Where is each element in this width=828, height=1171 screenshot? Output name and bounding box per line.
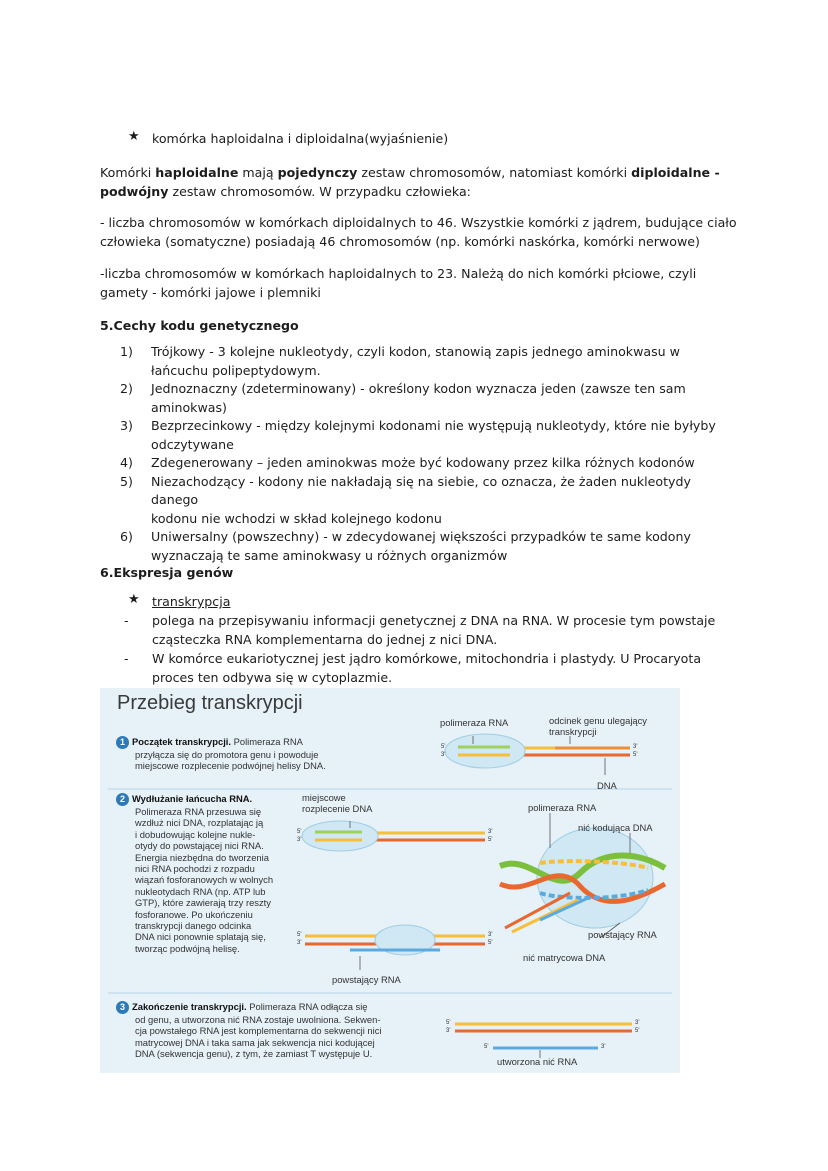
step3-line: cja powstałego RNA jest komplementarna do sekwencji nici — [135, 1025, 382, 1037]
step2-line: nukleotydach RNA (np. ATP lub — [135, 885, 266, 897]
step3-dna — [455, 1024, 632, 1058]
end-marker: 3' — [441, 752, 446, 758]
label-polymerase-step1: polimeraza RNA — [440, 717, 509, 728]
item-number: 2) — [120, 381, 133, 396]
transcription-figure — [100, 688, 680, 1073]
item-text-line2: kodonu nie wchodzi w skład kolejnego kodonu — [151, 510, 442, 526]
paragraph-diploid-line1: - liczba chromosomów w komórkach diploidalnych to 46. Wszystkie komórki z jądrem, budujące ciało — [100, 215, 737, 230]
step2-line: transkrypcji danego odcinka — [135, 920, 252, 932]
end-marker: 5' — [484, 1044, 489, 1050]
step3-line: od genu, a utworzona nić RNA zostaje uwolniona. Sekwen- — [135, 1014, 381, 1026]
step2-line: DNA nici ponownie splatają się, — [135, 931, 266, 943]
item-text-line2: łańcuchu polipeptydowym. — [151, 362, 321, 378]
end-marker: 3' — [633, 744, 638, 750]
item-number: 1) — [120, 344, 133, 359]
step3-line: DNA (sekwencja genu), z tym, że zamiast T występuje U. — [135, 1048, 373, 1060]
item-number: 5) — [120, 473, 133, 489]
end-marker: 3' — [297, 837, 302, 843]
step2-line: Energia niezbędna do tworzenia — [135, 851, 269, 863]
genetic-code-item — [120, 380, 730, 417]
end-marker: 5' — [488, 940, 493, 946]
label-released-rna: utworzona nić RNA — [497, 1056, 578, 1067]
step2-line: wiązań fosforanowych w wolnych — [135, 874, 274, 886]
genetic-code-item — [120, 528, 730, 565]
item-text-line1: Uniwersalny (powszechny) - w zdecydowanej większości przypadków te same kodony — [151, 529, 691, 544]
item-text-line1: Zdegenerowany – jeden aminokwas może być kodowany przez kilka różnych kodonów — [151, 455, 695, 470]
step2-line: wzdłuż nici DNA, rozplatając ją — [135, 817, 264, 829]
bullet-star-icon: ★ — [128, 129, 140, 144]
step2-text: 2 Wydłużanie łańcucha RNA. Polimeraza RNA przesuwa się wzdłuż nici DNA, rozplatając ją i dobudowując kolejne nukle- otydy do powstającej nici RNA. Energia niezbędna do tworzenia nici RNA pochodzi z rozpadu wiązań fosforanowych w wolnych nukleotydach RNA (np. ATP lub GTP), które zawierają trzy reszty fosforanowe. Po ukończeniu transkrypcji danego odcinka DNA nici ponownie splatają się, tworząc podwójną helisę. — [116, 793, 296, 954]
paragraph-haploid-line1: Komórki haploidalne mają pojedynczy zestaw chromosomów, natomiast komórki diploidalne - — [100, 165, 720, 180]
bullet-star-icon: ★ — [128, 592, 140, 607]
end-marker: 5' — [297, 829, 302, 835]
step2-line: Polimeraza RNA przesuwa się — [135, 806, 262, 818]
step3-badge: 3 — [116, 1001, 129, 1014]
step3-text: 3 Zakończenie transkrypcji. Polimeraza RNA odłącza się od genu, a utworzona nić RNA zostaje uwolniona. Sekwen- cja powstałego RNA jest komplementarna do sekwencji nici matrycowej DNA i taka sama jak sekwencja nici kodującej DNA (sekwencja genu), z tym, że zamiast T występuje U. — [116, 1001, 416, 1060]
end-marker: 5' — [441, 744, 446, 750]
location-desc-line2: proces ten odbywa się w cytoplazmie. — [152, 670, 393, 685]
figure-title: Przebieg transkrypcji — [117, 692, 303, 714]
paragraph-haploid-count-line1: -liczba chromosomów w komórkach haploidalnych to 23. Należą do nich komórki płciowe, czyli — [100, 266, 697, 281]
label-nascent-rna-bottom: powstający RNA — [332, 974, 401, 985]
label-gene-segment-line2: transkrypcji — [549, 726, 597, 737]
item-number: 3) — [120, 418, 133, 433]
step2-line: GTP), które zawierają trzy reszty — [135, 897, 271, 909]
step2-line: i dobudowując kolejne nukle- — [135, 828, 256, 840]
label-local-unwinding-line1: miejscowe — [302, 792, 346, 803]
bullet-transcription: transkrypcja — [152, 594, 231, 609]
label-gene-segment-line1: odcinek genu ulegający — [549, 715, 647, 726]
transcription-desc-line1: polega na przepisywaniu informacji genetycznej z DNA na RNA. W procesie tym powstaje — [152, 613, 716, 628]
label-coding-strand: nić kodująca DNA — [578, 822, 653, 833]
step1-text: 1 Początek transkrypcji. Polimeraza RNA przyłącza się do promotora genu i powoduje miejscowe rozplecenie podwójnej helisy DNA. — [116, 736, 361, 772]
section-heading-gene-expression: 6.Ekspresja genów — [100, 565, 234, 580]
genetic-code-item — [120, 454, 730, 473]
end-marker: 3' — [446, 1028, 451, 1034]
item-number: 6) — [120, 529, 133, 544]
label-dna: DNA — [597, 780, 617, 791]
item-text-line1: Trójkowy - 3 kolejne nukleotydy, czyli kodon, stanowią zapis jednego aminokwasu w — [151, 344, 680, 359]
item-text-line1: Niezachodzący - kodony nie nakładają się na siebie, co oznacza, że żaden nukleotydy danego — [151, 473, 691, 507]
end-marker: 3' — [488, 932, 493, 938]
bullet-title: komórka haploidalna i diploidalna(wyjaśnienie) — [152, 131, 449, 146]
genetic-code-item — [120, 343, 730, 380]
transcription-desc-line2: cząsteczka RNA komplementarna do jednej z nici DNA. — [152, 632, 498, 647]
paragraph-haploid-line2: podwójny zestaw chromosomów. W przypadku człowieka: — [100, 184, 471, 199]
label-local-unwinding-line2: rozplecenie DNA — [302, 803, 373, 814]
end-marker: 5' — [635, 1028, 640, 1034]
step3-line: matrycowej DNA i taka sama jak sekwencja nici kodującej — [135, 1036, 375, 1048]
step2-line: otydy do powstającej nici RNA. — [135, 840, 264, 852]
location-desc-line1: W komórce eukariotycznej jest jądro komórkowe, mitochondria i plastydy. U Procaryota — [152, 651, 702, 666]
end-marker: 5' — [633, 752, 638, 758]
dash-marker: - — [124, 613, 129, 628]
step2-line: fosforanowe. Po ukończeniu — [135, 908, 253, 920]
label-nascent-rna-right: powstający RNA — [588, 929, 657, 940]
item-text-line2: wyznaczają te same aminokwasy u różnych organizmów — [151, 547, 508, 563]
genetic-code-item — [120, 473, 730, 529]
item-number: 4) — [120, 455, 133, 470]
label-polymerase-step2: polimeraza RNA — [528, 802, 597, 813]
label-template-strand: nić matrycowa DNA — [523, 952, 606, 963]
genetic-code-item — [120, 417, 730, 454]
step1-dna — [445, 734, 630, 775]
end-marker: 5' — [446, 1020, 451, 1026]
paragraph-diploid-line2: człowieka (somatyczne) posiadają 46 chromosomów (np. komórki naskórka, komórki nerwowe) — [100, 234, 700, 249]
step2-line: nici RNA pochodzi z rozpadu — [135, 863, 255, 875]
end-marker: 3' — [488, 829, 493, 835]
end-marker: 3' — [601, 1044, 606, 1050]
step2-line: tworząc podwójną helisę. — [135, 942, 240, 954]
end-marker: 3' — [297, 940, 302, 946]
end-marker: 5' — [488, 837, 493, 843]
item-text-line1: Jednoznaczny (zdeterminowany) - określony kodon wyznacza jeden (zawsze ten sam — [151, 381, 686, 396]
item-text-line2: aminokwas) — [151, 399, 227, 415]
genetic-code-list — [120, 343, 730, 565]
step2-dna — [302, 821, 485, 970]
dash-marker: - — [124, 651, 129, 666]
paragraph-haploid-count-line2: gamety - komórki jajowe i plemniki — [100, 285, 321, 300]
section-heading-genetic-code: 5.Cechy kodu genetycznego — [100, 318, 299, 333]
item-text-line2: odczytywane — [151, 436, 234, 452]
end-marker: 3' — [635, 1020, 640, 1026]
item-text-line1: Bezprzecinkowy - między kolejnymi kodonami nie występują nukleotydy, które nie byłyby — [151, 418, 716, 433]
step1-badge: 1 — [116, 736, 129, 749]
step2-badge: 2 — [116, 793, 129, 806]
end-marker: 5' — [297, 932, 302, 938]
